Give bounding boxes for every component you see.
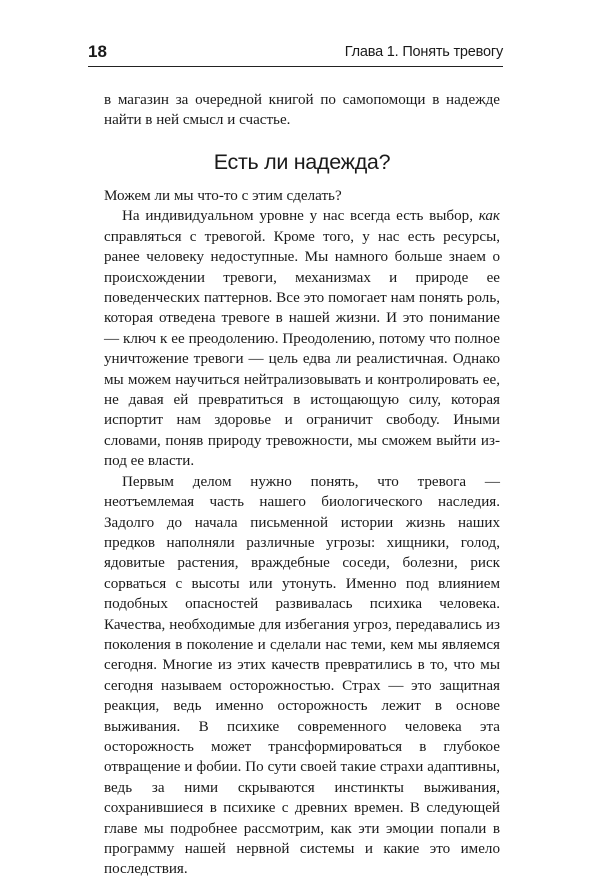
section-title: Есть ли надежда?	[213, 150, 391, 174]
paragraph-1	[104, 206, 500, 471]
section-question: Можем ли мы что-то с этим сделать?	[104, 188, 342, 204]
page-number: 18	[88, 42, 107, 61]
running-head: Глава 1. Понять тревогу	[344, 44, 503, 60]
section-body	[104, 186, 500, 880]
page-header	[88, 40, 503, 67]
paragraph-1-after: справляться с тревогой. Кроме того, у нас есть ресурсы, ранее человеку недоступные. Мы намного больше знаем о происхождении тревоги, механизмах и природе ее поведенческих паттернов. Все это помогает нам понять роль, которая отведена тревоге в нашей жизни. И это понимание — ключ к ее преодолению. Преодолению, потому что полное уничтожение тревоги — цель едва ли реалистичная. Однако мы можем научиться нейтрализовывать и контролировать ее, не давая ей превратиться в истощающую силу, которая испортит нам здоровье и ограничит свободу. Иными словами, поняв природу тревожности, мы сможем выйти из-под ее власти.	[104, 228, 500, 470]
paragraph-1-before: На индивидуальном уровне у нас всегда есть выбор,	[122, 208, 479, 225]
intro-paragraph	[104, 90, 500, 131]
paragraph-1-emphasis: как	[478, 208, 500, 225]
paragraph-2: Первым делом нужно понять, что тревога — неотъемлемая часть нашего биологического наследия. Задолго до начала письменной истории жизнь наших предков наполняли различные угрозы: хищники, голод, ядовитые растения, враждебные соседи, болезни, риск сорваться с высоты или утонуть. Именно под влиянием подобных опасностей развивалась психика человека. Качества, необходимые для избегания угроз, передавались из поколения в поколение и сделали нас теми, кем мы являемся сегодня. Многие из этих качеств превратились в то, что мы сегодня называем осторожностью. Страх — это защитная реакция, ведь именно осторожность лежит в основе выживания. В психике современного человека эта осторожность может трансформироваться в глубокое отвращение и фобии. По сути своей такие страхи адаптивны, ведь за ними скрываются инстинкты выживания, сохранившиеся в психике с древних времен. В следующей главе мы подробнее рассмотрим, как эти эмоции попали в программу нашей нервной системы и какие это имело последствия.	[104, 473, 500, 878]
intro-text: в магазин за очередной книгой по самопомощи в надежде найти в ней смысл и счастье.	[104, 92, 500, 129]
